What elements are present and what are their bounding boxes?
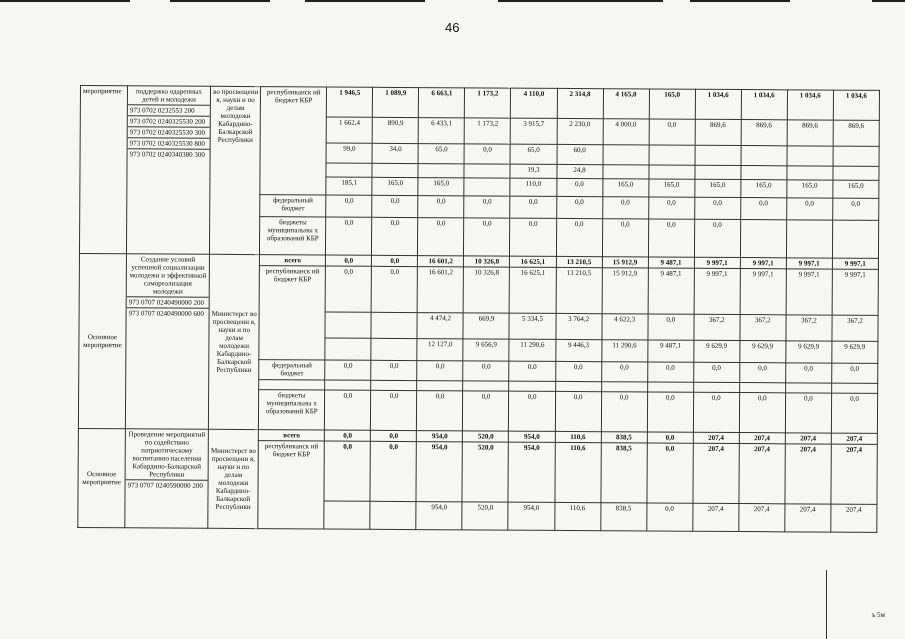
event-description-text: Создание условий успешной социализации молодежи и эффективной самореализация молодежи: [127, 254, 209, 298]
value-cell: 890,9: [372, 117, 418, 143]
value-cell: [741, 146, 787, 166]
value-cell: 207,4: [739, 433, 785, 444]
value-cell: 0,0: [601, 362, 647, 382]
funding-source: республиканск ий бюджет КБР: [259, 266, 326, 360]
page-number: 46: [445, 20, 460, 35]
value-cell: [464, 164, 510, 178]
value-cell: 1 662,4: [326, 117, 372, 143]
value-cell: 0,0: [464, 144, 510, 164]
value-cell: [603, 145, 649, 165]
value-cell: 0,0: [831, 393, 877, 433]
table-row: [80, 86, 879, 121]
value-cell: 9 629,9: [832, 341, 878, 363]
value-cell: [463, 381, 509, 391]
value-cell: 2 314,8: [557, 88, 603, 118]
executor: Министерст во просвещени я, науки и по делам молодежи Кабардино-Балкарской Республики: [208, 429, 259, 528]
value-cell: 0,0: [464, 218, 510, 256]
value-cell: 9 629,9: [786, 341, 832, 363]
value-cell: 207,4: [785, 433, 831, 444]
value-cell: 207,4: [693, 432, 739, 443]
value-cell: 165,0: [648, 179, 694, 197]
budget-code: 973 0707 0240490000 200: [127, 297, 209, 309]
value-cell: 15 912,9: [602, 268, 648, 314]
budget-code: 973 0707 0240590000 200: [127, 481, 203, 490]
funding-source: федеральный бюджет: [260, 195, 326, 217]
value-cell: [601, 382, 647, 392]
value-cell: 0,0: [555, 361, 601, 381]
value-cell: [649, 165, 695, 179]
value-cell: 9 997,1: [740, 269, 786, 315]
budget-code: 973 0702 0240325530 300: [128, 127, 210, 139]
value-cell: 0,0: [556, 178, 602, 196]
value-cell: 13 210,5: [556, 267, 602, 313]
value-cell: 0,0: [694, 219, 740, 257]
value-cell: 0,0: [831, 363, 877, 383]
value-cell: [555, 381, 601, 391]
value-cell: 165,0: [741, 180, 787, 198]
value-cell: 869,6: [741, 120, 787, 146]
value-cell: [371, 312, 417, 338]
event-description-text: Проведение мероприятий по содействию патриотическому воспитанию населения Кабардино-Балкарской Республики: [126, 429, 208, 481]
value-cell: 520,0: [463, 431, 509, 442]
value-cell: [372, 163, 418, 177]
value-cell: [509, 381, 555, 391]
value-cell: 0,0: [739, 363, 785, 383]
value-cell: 0,0: [463, 391, 509, 431]
value-cell: 0,0: [372, 255, 418, 266]
corner-marks: ъ 5м: [871, 611, 885, 619]
value-cell: 0,0: [647, 362, 693, 382]
value-cell: 0,0: [510, 196, 556, 218]
value-cell: 16 625,1: [510, 267, 556, 313]
value-cell: [324, 501, 370, 529]
executor: Министерст во просвещени я, науки и по делам молодежи Кабардино-Балкарской Республики: [209, 254, 260, 429]
value-cell: 12 127,0: [417, 339, 463, 361]
budget-code: 973 0702 0240325530 200: [128, 116, 210, 128]
value-cell: [370, 501, 416, 529]
event-type: мероприятие: [79, 86, 127, 254]
value-cell: 520,0: [462, 502, 508, 530]
value-cell: 9 487,1: [648, 257, 694, 268]
value-cell: 16 601,2: [417, 267, 463, 313]
value-cell: 1 089,9: [373, 87, 419, 117]
value-cell: 13 210,5: [556, 256, 602, 267]
value-cell: 99,0: [326, 143, 372, 163]
value-cell: 1 034,6: [741, 90, 787, 120]
value-cell: 207,4: [785, 444, 831, 504]
value-cell: 6 433,1: [419, 118, 465, 144]
value-cell: 0,0: [371, 266, 417, 312]
value-cell: 367,2: [786, 315, 832, 341]
value-cell: 0,0: [785, 393, 831, 433]
value-cell: 0,0: [371, 360, 417, 380]
value-cell: [787, 166, 833, 180]
value-cell: 9 997,1: [786, 258, 832, 269]
value-cell: 0,0: [694, 197, 740, 219]
funding-source: бюджеты муниципальны х образований КБР: [260, 217, 326, 255]
value-cell: 0,0: [326, 217, 372, 255]
value-cell: 185,1: [326, 177, 372, 195]
value-cell: [695, 145, 741, 165]
value-cell: 207,4: [692, 503, 738, 531]
top-rule: [305, 0, 425, 2]
value-cell: 16 601,2: [418, 256, 464, 267]
value-cell: 367,2: [832, 315, 878, 341]
value-cell: 0,0: [417, 361, 463, 381]
value-cell: [602, 165, 648, 179]
value-cell: [832, 220, 878, 258]
value-cell: 0,0: [602, 219, 648, 257]
value-cell: 0,0: [556, 218, 602, 256]
value-cell: 0,0: [371, 430, 417, 441]
value-cell: 6 663,1: [419, 88, 465, 118]
value-cell: 0,0: [556, 196, 602, 218]
value-cell: 0,0: [418, 218, 464, 256]
executor: во просвещени я, науки и по делам молодежи Кабардино-Балкарской Республики: [210, 86, 261, 254]
value-cell: [739, 383, 785, 393]
value-cell: 0,0: [739, 393, 785, 433]
top-rule: [498, 0, 663, 2]
value-cell: [740, 220, 786, 258]
value-cell: [785, 383, 831, 393]
section-2: [78, 253, 878, 433]
value-cell: 0,0: [647, 432, 693, 443]
value-cell: 165,0: [833, 180, 879, 198]
value-cell: 9 487,1: [647, 340, 693, 362]
value-cell: [326, 163, 372, 177]
value-cell: 9 629,9: [693, 340, 739, 362]
value-cell: 9 997,1: [694, 257, 740, 268]
value-cell: [325, 312, 371, 338]
event-description: [127, 86, 211, 255]
value-cell: 10 326,8: [464, 256, 510, 267]
value-cell: 0,0: [602, 197, 648, 219]
value-cell: 954,0: [416, 502, 462, 530]
value-cell: 165,0: [694, 179, 740, 197]
value-cell: 10 326,8: [464, 267, 510, 313]
value-cell: [831, 383, 877, 393]
value-cell: 0,0: [786, 198, 832, 220]
value-cell: [325, 338, 371, 360]
top-rule: [690, 0, 790, 2]
value-cell: 838,5: [601, 443, 647, 503]
value-cell: 24,8: [556, 164, 602, 178]
value-cell: 65,0: [418, 144, 464, 164]
event-description-text: поддержка одаренных детей и молодежи: [128, 86, 210, 106]
value-cell: 0,0: [510, 218, 556, 256]
value-cell: 110,0: [510, 178, 556, 196]
value-cell: 4 165,0: [603, 89, 649, 119]
value-cell: [833, 166, 879, 180]
value-cell: 0,0: [785, 363, 831, 383]
value-cell: 207,4: [831, 504, 877, 532]
margin-line: [826, 570, 827, 639]
value-cell: 65,0: [510, 144, 556, 164]
value-cell: 1 034,6: [695, 89, 741, 119]
value-cell: 11 290,6: [601, 340, 647, 362]
value-cell: 1 173,2: [465, 88, 511, 118]
value-cell: 0,0: [372, 217, 418, 255]
value-cell: 9 997,1: [740, 258, 786, 269]
budget-code: 973 0702 0240340380 300: [129, 150, 205, 159]
value-cell: 165,0: [602, 179, 648, 197]
funding-source: всего: [259, 430, 325, 441]
value-cell: 1 946,5: [327, 87, 373, 117]
value-cell: 0,0: [325, 390, 371, 430]
value-cell: 4 110,0: [511, 88, 557, 118]
event-type: Основное мероприятие: [78, 253, 126, 428]
value-cell: [693, 382, 739, 392]
value-cell: 1 034,6: [787, 90, 833, 120]
top-rule: [170, 0, 270, 2]
value-cell: 4 474,2: [417, 313, 463, 339]
value-cell: [786, 220, 832, 258]
funding-source: всего: [260, 255, 326, 266]
value-cell: 669,9: [463, 313, 509, 339]
value-cell: 1 034,6: [833, 90, 879, 120]
value-cell: 367,2: [740, 315, 786, 341]
value-cell: 4 000,0: [603, 119, 649, 145]
value-cell: 0,0: [601, 392, 647, 432]
budget-code: 973 0702 0232553 200: [128, 105, 210, 117]
value-cell: 0,0: [647, 392, 693, 432]
value-cell: 9 997,1: [832, 258, 878, 269]
value-cell: 0,0: [324, 441, 370, 501]
value-cell: 9 656,9: [463, 339, 509, 361]
value-cell: 954,0: [509, 431, 555, 442]
value-cell: 2 230,0: [557, 118, 603, 144]
value-cell: 0,0: [371, 390, 417, 430]
value-cell: [325, 380, 371, 390]
value-cell: 0,0: [649, 119, 695, 145]
value-cell: [787, 146, 833, 166]
value-cell: 3 764,2: [555, 313, 601, 339]
value-cell: 0,0: [464, 196, 510, 218]
value-cell: 19,3: [510, 164, 556, 178]
value-cell: 34,0: [372, 143, 418, 163]
value-cell: 520,0: [462, 442, 508, 502]
value-cell: 16 625,1: [510, 256, 556, 267]
value-cell: 207,4: [738, 504, 784, 532]
value-cell: 0,0: [325, 266, 371, 312]
value-cell: 0,0: [326, 195, 372, 217]
event-description: [125, 254, 209, 430]
value-cell: 0,0: [370, 441, 416, 501]
value-cell: 838,5: [600, 503, 646, 531]
value-cell: 0,0: [325, 430, 371, 441]
budget-code: 973 0707 0240490000 600: [128, 309, 204, 318]
value-cell: 0,0: [648, 314, 694, 340]
value-cell: 954,0: [416, 442, 462, 502]
value-cell: 110,6: [555, 431, 601, 442]
value-cell: 207,4: [831, 433, 877, 444]
value-cell: 0,0: [509, 391, 555, 431]
value-cell: [695, 165, 741, 179]
value-cell: 5 334,5: [509, 313, 555, 339]
value-cell: 165,0: [372, 177, 418, 195]
value-cell: 15 912,9: [602, 257, 648, 268]
value-cell: [741, 166, 787, 180]
budget-code: 973 0702 0240325530 800: [128, 138, 210, 150]
value-cell: 0,0: [740, 198, 786, 220]
value-cell: 954,0: [508, 442, 554, 502]
value-cell: 0,0: [832, 198, 878, 220]
value-cell: 165,0: [787, 180, 833, 198]
value-cell: 9 629,9: [740, 341, 786, 363]
funding-source: федеральный бюджет: [259, 360, 325, 380]
value-cell: 207,4: [739, 444, 785, 504]
value-cell: 110,6: [554, 442, 600, 502]
value-cell: 0,0: [326, 255, 372, 266]
value-cell: 9 487,1: [648, 268, 694, 314]
value-cell: 954,0: [417, 431, 463, 442]
value-cell: 367,2: [694, 314, 740, 340]
value-cell: 0,0: [648, 219, 694, 257]
value-cell: [417, 381, 463, 391]
value-cell: 60,0: [557, 144, 603, 164]
value-cell: 9 446,3: [555, 339, 601, 361]
value-cell: 207,4: [693, 443, 739, 503]
value-cell: 0,0: [418, 196, 464, 218]
value-cell: [371, 380, 417, 390]
value-cell: [464, 178, 510, 196]
top-rule: [0, 0, 130, 2]
top-rule: [872, 0, 905, 2]
value-cell: 869,6: [833, 120, 879, 146]
value-cell: 207,4: [831, 444, 878, 504]
value-cell: 0,0: [372, 195, 418, 217]
value-cell: 110,6: [554, 502, 600, 530]
funding-source: республиканск ий бюджет КБР: [258, 441, 325, 529]
value-cell: 838,5: [601, 432, 647, 443]
value-cell: 0,0: [647, 443, 693, 503]
event-description: [125, 429, 209, 529]
funding-source: бюджеты муниципальны х образований КБР: [259, 390, 325, 430]
funding-source: республиканск ий бюджет КБР: [260, 87, 327, 195]
funding-table: [77, 85, 880, 533]
section-3: [78, 428, 878, 532]
value-cell: 0,0: [693, 392, 739, 432]
value-cell: 869,6: [787, 120, 833, 146]
funding-source: [259, 380, 325, 390]
value-cell: [649, 145, 695, 165]
value-cell: 1 173,2: [465, 118, 511, 144]
value-cell: 9 997,1: [694, 268, 740, 314]
value-cell: 207,4: [785, 504, 831, 532]
value-cell: 0,0: [646, 503, 692, 531]
value-cell: [647, 382, 693, 392]
value-cell: 0,0: [693, 362, 739, 382]
value-cell: [418, 164, 464, 178]
value-cell: 0,0: [509, 361, 555, 381]
value-cell: 11 290,6: [509, 339, 555, 361]
value-cell: 4 622,3: [602, 314, 648, 340]
value-cell: 954,0: [508, 502, 554, 530]
value-cell: 9 997,1: [832, 269, 878, 315]
value-cell: [833, 146, 879, 166]
value-cell: 165,0: [418, 178, 464, 196]
value-cell: 0,0: [325, 360, 371, 380]
value-cell: 3 915,7: [511, 118, 557, 144]
section-1: [79, 86, 879, 259]
event-type: Основное мероприятие: [78, 428, 126, 527]
value-cell: 0,0: [417, 391, 463, 431]
value-cell: 165,0: [649, 89, 695, 119]
value-cell: 0,0: [463, 361, 509, 381]
value-cell: 869,6: [695, 119, 741, 145]
value-cell: 9 997,1: [786, 269, 832, 315]
value-cell: [371, 338, 417, 360]
value-cell: 0,0: [648, 197, 694, 219]
value-cell: 0,0: [555, 391, 601, 431]
